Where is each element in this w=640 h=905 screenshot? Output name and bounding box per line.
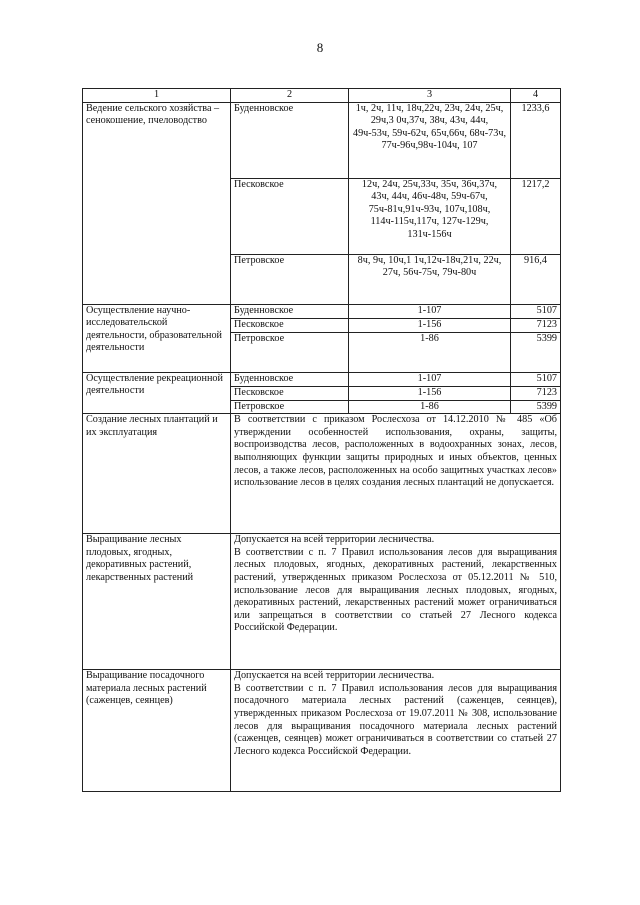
page-number: 8 <box>316 40 324 55</box>
forestry-name-cell: Песковское <box>231 178 349 254</box>
table-row <box>83 304 561 318</box>
area-cell: 7123 <box>511 318 561 332</box>
forestry-name-cell: Буденновское <box>231 372 349 386</box>
column-header: 1 <box>83 89 231 103</box>
regulation-text-cell <box>231 534 561 670</box>
table-header-row <box>83 89 561 103</box>
regulation-text-cell: В соответствии с приказом Рослесхоза от 14.12.2010 № 485 «Об утверждении особенностей использования, охраны, защиты, воспроизводства лесов, расположенных в водоохранных зонах, лесов, выполняющих функции защиты природных и иных объектов, ценных лесов, а также лесов, расположенных на особо защитных участках лесов» использование лесов в целях создания лесных плантаций не допускается. <box>231 414 561 534</box>
table-row <box>83 102 561 178</box>
quarters-cell: 1ч, 2ч, 11ч, 18ч,22ч, 23ч, 24ч, 25ч, 29ч,3 0ч,37ч, 38ч, 43ч, 44ч, 49ч-53ч, 59ч-62ч, 65ч,66ч, 68ч-73ч, 77ч-96ч,98ч-104ч, 107 <box>349 102 511 178</box>
column-header: 3 <box>349 89 511 103</box>
quarters-cell: 1-156 <box>349 318 511 332</box>
area-cell: 916,4 <box>511 254 561 304</box>
permission-line: Допускается на всей территории лесничества. <box>234 670 435 682</box>
activity-cell: Осуществление научно-исследовательской деятельности, образовательной деятельности <box>83 304 231 372</box>
activity-cell: Ведение сельского хозяйства – сенокошение, пчеловодство <box>83 102 231 304</box>
quarters-cell: 12ч, 24ч, 25ч,33ч, 35ч, 36ч,37ч, 43ч, 44ч, 46ч-48ч, 59ч-67ч, 75ч-81ч,91ч-93ч, 107ч,108ч, 114ч-115ч,117ч, 127ч-129ч, 131ч-156ч <box>349 178 511 254</box>
quarters-cell: 1-156 <box>349 386 511 400</box>
forestry-name-cell: Песковское <box>231 318 349 332</box>
forestry-name-cell: Петровское <box>231 254 349 304</box>
area-cell: 7123 <box>511 386 561 400</box>
forestry-name-cell: Петровское <box>231 332 349 372</box>
activity-cell: Выращивание посадочного материала лесных растений (саженцев, сеянцев) <box>83 670 231 792</box>
table-row <box>83 670 561 792</box>
permission-line: Допускается на всей территории лесничества. <box>234 534 435 546</box>
activity-cell: Выращивание лесных плодовых, ягодных, декоративных растений, лекарственных растений <box>83 534 231 670</box>
forestry-name-cell: Петровское <box>231 400 349 414</box>
quarters-cell: 1-86 <box>349 332 511 372</box>
column-header: 2 <box>231 89 349 103</box>
forestry-name-cell: Песковское <box>231 386 349 400</box>
area-cell: 5399 <box>511 400 561 414</box>
table-row <box>83 372 561 386</box>
area-cell: 5107 <box>511 372 561 386</box>
regulation-text: В соответствии с п. 7 Правил использования лесов для выращивания лесных плодовых, ягодных, декоративных растений, лекарственных растений, утвержденных приказом Рослесхоза от 05.12.2011 № 510, использование лесов для выращивания лесных плодовых, ягодных, декоративных растений, лекарственных растений может ограничиваться или запрещаться в соответствии со статьей 27 Лесного кодекса Российской Федерации. <box>234 546 557 634</box>
column-header: 4 <box>511 89 561 103</box>
forestry-name-cell: Буденновское <box>231 102 349 178</box>
area-cell: 1233,6 <box>511 102 561 178</box>
quarters-cell: 8ч, 9ч, 10ч,1 1ч,12ч-18ч,21ч, 22ч, 27ч, 56ч-75ч, 79ч-80ч <box>349 254 511 304</box>
quarters-cell: 1-107 <box>349 372 511 386</box>
regulation-text-cell <box>231 670 561 792</box>
forestry-name-cell: Буденновское <box>231 304 349 318</box>
activity-cell: Осуществление рекреационной деятельности <box>83 372 231 414</box>
area-cell: 1217,2 <box>511 178 561 254</box>
table-row <box>83 534 561 670</box>
quarters-cell: 1-107 <box>349 304 511 318</box>
forest-use-table <box>82 88 561 792</box>
regulation-text: В соответствии с п. 7 Правил использования лесов для выращивания посадочного материала лесных растений (саженцев, сеянцев), утвержденных приказом Рослесхоза от 19.07.2011 № 308, использование лесов для выращивания посадочного материала лесных растений (саженцев, сеянцев) может ограничиваться в соответствии со статьей 27 Лесного кодекса Российской Федерации. <box>234 682 557 757</box>
area-cell: 5107 <box>511 304 561 318</box>
area-cell: 5399 <box>511 332 561 372</box>
table-row <box>83 414 561 534</box>
activity-cell: Создание лесных плантаций и их эксплуатация <box>83 414 231 534</box>
quarters-cell: 1-86 <box>349 400 511 414</box>
